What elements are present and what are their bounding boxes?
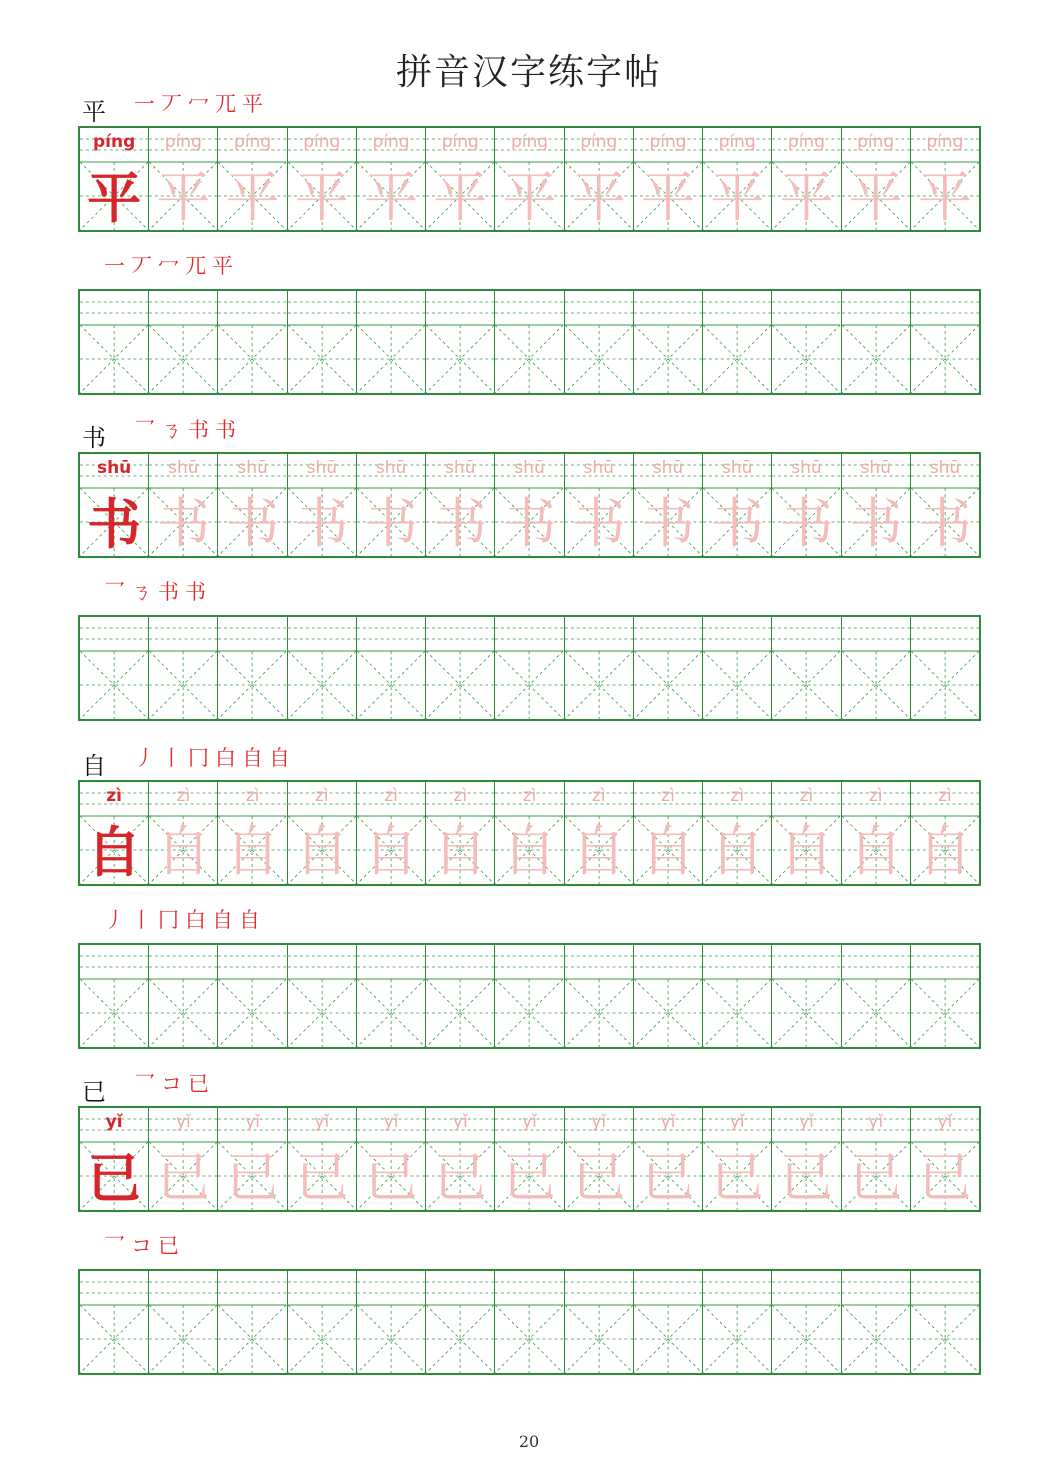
blank-cell[interactable] bbox=[495, 291, 564, 393]
blank-cell[interactable] bbox=[634, 617, 703, 719]
blank-cell[interactable] bbox=[911, 291, 979, 393]
hanzi-character: 已 bbox=[917, 1146, 972, 1209]
hanzi-character: 平 bbox=[710, 166, 765, 229]
blank-cell[interactable] bbox=[218, 1271, 287, 1373]
blank-cell[interactable] bbox=[772, 945, 841, 1047]
tracing-cell[interactable] bbox=[911, 454, 979, 556]
blank-cell[interactable] bbox=[80, 1271, 149, 1373]
blank-practice-grid bbox=[78, 943, 981, 1049]
blank-cell[interactable] bbox=[288, 291, 357, 393]
hanzi-character: 自 bbox=[364, 820, 419, 883]
blank-cell[interactable] bbox=[634, 291, 703, 393]
hanzi-character: 自 bbox=[294, 820, 349, 883]
blank-cell[interactable] bbox=[911, 1271, 979, 1373]
tracing-cell[interactable] bbox=[565, 128, 634, 230]
hanzi-character: 平 bbox=[640, 166, 695, 229]
page-title: 拼音汉字练字帖 bbox=[395, 52, 662, 93]
blank-cell[interactable] bbox=[565, 1271, 634, 1373]
hanzi-character: 平 bbox=[848, 166, 903, 229]
hanzi-character: 自 bbox=[502, 820, 557, 883]
blank-cell[interactable] bbox=[80, 617, 149, 719]
stroke-step: ㄫ bbox=[215, 92, 236, 116]
blank-cell[interactable] bbox=[495, 617, 564, 719]
pinyin-label: yǐ bbox=[452, 1112, 468, 1132]
pinyin-label: shū bbox=[237, 458, 268, 478]
blank-cell[interactable] bbox=[80, 291, 149, 393]
tracing-cell[interactable] bbox=[772, 782, 841, 884]
stroke-step: 书 bbox=[185, 580, 206, 604]
tracing-cell[interactable] bbox=[842, 1108, 911, 1210]
tracing-cell[interactable] bbox=[80, 782, 149, 884]
hanzi-character: 已 bbox=[225, 1146, 280, 1209]
pinyin-label: zì bbox=[384, 786, 398, 806]
stroke-step: 乛 bbox=[134, 418, 155, 442]
pinyin-label: shū bbox=[929, 458, 961, 478]
page-number: 20 bbox=[518, 1432, 540, 1451]
tracing-cell[interactable] bbox=[288, 128, 357, 230]
pinyin-label: yǐ bbox=[383, 1112, 399, 1132]
header-character: 自 bbox=[82, 752, 106, 780]
stroke-step: コ bbox=[161, 1072, 182, 1096]
tracing-cell[interactable] bbox=[426, 782, 495, 884]
stroke-step: 冂 bbox=[188, 746, 209, 770]
hanzi-character: 书 bbox=[917, 492, 972, 555]
stroke-step: 自 bbox=[269, 746, 290, 770]
hanzi-character: 自 bbox=[156, 820, 211, 883]
hanzi-character: 已 bbox=[156, 1146, 211, 1209]
stroke-step: 已 bbox=[188, 1072, 209, 1096]
pinyin-label: shū bbox=[306, 458, 338, 478]
pinyin-label: zì bbox=[591, 786, 606, 806]
pinyin-label: yǐ bbox=[799, 1112, 814, 1132]
tracing-cell[interactable] bbox=[149, 454, 218, 556]
hanzi-character: 已 bbox=[571, 1146, 626, 1209]
pinyin-label: píng bbox=[164, 132, 202, 152]
pinyin-label: yǐ bbox=[937, 1112, 953, 1132]
pinyin-label: zì bbox=[106, 786, 122, 806]
blank-cell[interactable] bbox=[565, 945, 634, 1047]
pinyin-label: yǐ bbox=[522, 1112, 537, 1132]
blank-cell[interactable] bbox=[357, 291, 426, 393]
pinyin-label: zì bbox=[799, 786, 814, 806]
hanzi-character: 自 bbox=[571, 820, 626, 883]
tracing-cell[interactable] bbox=[565, 1108, 634, 1210]
pinyin-label: yǐ bbox=[868, 1112, 884, 1132]
tracing-grid bbox=[78, 452, 981, 558]
tracing-cell[interactable] bbox=[149, 1108, 218, 1210]
tracing-grid bbox=[78, 1106, 981, 1212]
tracing-cell[interactable] bbox=[772, 454, 841, 556]
blank-cell[interactable] bbox=[911, 945, 979, 1047]
stroke-step: 书 bbox=[215, 418, 236, 442]
tracing-cell[interactable] bbox=[149, 128, 218, 230]
hanzi-character: 书 bbox=[433, 492, 488, 555]
pinyin-label: shū bbox=[514, 458, 545, 478]
header-character: 平 bbox=[82, 98, 106, 126]
blank-cell[interactable] bbox=[842, 617, 911, 719]
hanzi-character: 已 bbox=[433, 1146, 488, 1209]
tracing-cell[interactable] bbox=[288, 1108, 357, 1210]
blank-cell[interactable] bbox=[772, 291, 841, 393]
pinyin-label: zì bbox=[938, 786, 952, 806]
stroke-step: 乛 bbox=[134, 1072, 155, 1096]
header-character: 书 bbox=[82, 424, 106, 452]
hanzi-character: 已 bbox=[710, 1146, 765, 1209]
hanzi-character: 书 bbox=[156, 492, 211, 555]
blank-cell[interactable] bbox=[218, 291, 287, 393]
tracing-cell[interactable] bbox=[772, 1108, 841, 1210]
pinyin-label: yǐ bbox=[314, 1112, 330, 1132]
blank-cell[interactable] bbox=[357, 945, 426, 1047]
hanzi-character: 书 bbox=[710, 492, 765, 555]
stroke-step: 自 bbox=[242, 746, 263, 770]
blank-cell[interactable] bbox=[842, 945, 911, 1047]
blank-cell[interactable] bbox=[842, 1271, 911, 1373]
hanzi-character: 书 bbox=[364, 492, 419, 555]
hanzi-character: 平 bbox=[917, 166, 972, 229]
tracing-cell[interactable] bbox=[703, 782, 772, 884]
pinyin-label: zì bbox=[522, 786, 537, 806]
hanzi-character: 书 bbox=[779, 492, 834, 555]
tracing-cell[interactable] bbox=[565, 454, 634, 556]
tracing-grid bbox=[78, 126, 981, 232]
pinyin-label: zì bbox=[730, 786, 745, 806]
stroke-step: 自 bbox=[239, 908, 260, 932]
hanzi-character: 平 bbox=[571, 166, 626, 229]
stroke-step: 乛 bbox=[104, 1234, 125, 1258]
tracing-cell[interactable] bbox=[703, 128, 772, 230]
pinyin-label: yǐ bbox=[729, 1112, 745, 1132]
stroke-step: ㄋ bbox=[161, 418, 182, 442]
stroke-step: 乛 bbox=[104, 580, 125, 604]
hanzi-character: 已 bbox=[294, 1146, 349, 1209]
tracing-cell[interactable] bbox=[288, 782, 357, 884]
pinyin-label: shū bbox=[96, 458, 132, 478]
tracing-cell[interactable] bbox=[357, 782, 426, 884]
stroke-step: 已 bbox=[158, 1234, 179, 1258]
blank-cell[interactable] bbox=[703, 1271, 772, 1373]
pinyin-label: píng bbox=[718, 132, 756, 152]
stroke-step: 冖 bbox=[188, 92, 209, 116]
tracing-cell[interactable] bbox=[426, 128, 495, 230]
pinyin-label: shū bbox=[722, 458, 753, 478]
tracing-cell[interactable] bbox=[495, 782, 564, 884]
pinyin-label: zì bbox=[176, 786, 191, 806]
pinyin-label: píng bbox=[926, 132, 964, 152]
hanzi-character: 已 bbox=[502, 1146, 557, 1209]
blank-cell[interactable] bbox=[565, 291, 634, 393]
stroke-step: 丆 bbox=[161, 92, 182, 116]
stroke-step: 丿 bbox=[134, 746, 155, 770]
pinyin-label: zì bbox=[314, 786, 329, 806]
pinyin-label: zì bbox=[661, 786, 675, 806]
tracing-grid bbox=[78, 780, 981, 886]
tracing-cell[interactable] bbox=[565, 782, 634, 884]
tracing-cell[interactable] bbox=[426, 1108, 495, 1210]
hanzi-character: 书 bbox=[225, 492, 280, 555]
tracing-cell[interactable] bbox=[357, 128, 426, 230]
blank-cell[interactable] bbox=[149, 1271, 218, 1373]
hanzi-character: 自 bbox=[710, 820, 765, 883]
stroke-step: コ bbox=[131, 1234, 152, 1258]
stroke-step: 白 bbox=[215, 746, 236, 770]
tracing-cell[interactable] bbox=[842, 128, 911, 230]
hanzi-character: 平 bbox=[225, 166, 280, 229]
hanzi-character: 自 bbox=[779, 820, 834, 883]
hanzi-character: 已 bbox=[848, 1146, 903, 1209]
pinyin-label: shū bbox=[583, 458, 614, 478]
blank-practice-grid bbox=[78, 1269, 981, 1375]
pinyin-label: shū bbox=[791, 458, 822, 478]
blank-cell[interactable] bbox=[772, 617, 841, 719]
hanzi-character: 平 bbox=[156, 166, 211, 229]
pinyin-label: shū bbox=[860, 458, 891, 478]
stroke-step: 丨 bbox=[161, 746, 182, 770]
hanzi-character: 平 bbox=[779, 166, 834, 229]
hanzi-character: 平 bbox=[433, 166, 488, 229]
pinyin-label: píng bbox=[372, 132, 410, 152]
pinyin-label: yǐ bbox=[660, 1112, 676, 1132]
tracing-cell[interactable] bbox=[426, 454, 495, 556]
blank-cell[interactable] bbox=[149, 617, 218, 719]
tracing-cell[interactable] bbox=[911, 1108, 979, 1210]
blank-practice-grid bbox=[78, 615, 981, 721]
tracing-cell[interactable] bbox=[218, 782, 287, 884]
hanzi-character: 书 bbox=[640, 492, 695, 555]
hanzi-character: 自 bbox=[640, 820, 695, 883]
pinyin-label: zì bbox=[453, 786, 468, 806]
blank-cell[interactable] bbox=[218, 945, 287, 1047]
pinyin-label: shū bbox=[445, 458, 476, 478]
pinyin-label: píng bbox=[234, 132, 272, 152]
tracing-cell[interactable] bbox=[495, 128, 564, 230]
stroke-step: 书 bbox=[158, 580, 179, 604]
stroke-step: ㄋ bbox=[131, 580, 152, 604]
blank-cell[interactable] bbox=[703, 617, 772, 719]
blank-cell[interactable] bbox=[426, 291, 495, 393]
stroke-step: 一 bbox=[134, 92, 155, 116]
tracing-cell[interactable] bbox=[634, 1108, 703, 1210]
hanzi-character: 平 bbox=[364, 166, 419, 229]
stroke-step: 丿 bbox=[104, 908, 125, 932]
hanzi-character: 平 bbox=[87, 166, 142, 230]
pinyin-label: yǐ bbox=[175, 1112, 191, 1132]
hanzi-character: 已 bbox=[779, 1146, 834, 1209]
stroke-step: 丨 bbox=[131, 908, 152, 932]
hanzi-character: 书 bbox=[502, 492, 557, 555]
pinyin-label: píng bbox=[580, 132, 618, 152]
stroke-step: 平 bbox=[242, 92, 263, 116]
stroke-step: 书 bbox=[188, 418, 209, 442]
blank-cell[interactable] bbox=[772, 1271, 841, 1373]
blank-cell[interactable] bbox=[288, 945, 357, 1047]
tracing-cell[interactable] bbox=[842, 454, 911, 556]
tracing-cell[interactable] bbox=[288, 454, 357, 556]
hanzi-character: 平 bbox=[294, 166, 349, 229]
hanzi-character: 自 bbox=[225, 820, 280, 883]
stroke-step: 丆 bbox=[131, 254, 152, 278]
blank-cell[interactable] bbox=[565, 617, 634, 719]
tracing-cell[interactable] bbox=[772, 128, 841, 230]
hanzi-character: 平 bbox=[502, 166, 557, 229]
tracing-cell[interactable] bbox=[218, 128, 287, 230]
blank-cell[interactable] bbox=[634, 1271, 703, 1373]
blank-cell[interactable] bbox=[426, 617, 495, 719]
tracing-cell[interactable] bbox=[149, 782, 218, 884]
tracing-cell[interactable] bbox=[911, 782, 979, 884]
stroke-step: 平 bbox=[212, 254, 233, 278]
tracing-cell[interactable] bbox=[218, 454, 287, 556]
blank-cell[interactable] bbox=[495, 945, 564, 1047]
blank-cell[interactable] bbox=[149, 291, 218, 393]
pinyin-label: yǐ bbox=[245, 1112, 260, 1132]
stroke-step: 一 bbox=[104, 254, 125, 278]
pinyin-label: yǐ bbox=[591, 1112, 607, 1132]
tracing-cell[interactable] bbox=[357, 454, 426, 556]
hanzi-character: 书 bbox=[571, 492, 626, 555]
tracing-cell[interactable] bbox=[357, 1108, 426, 1210]
blank-cell[interactable] bbox=[911, 617, 979, 719]
tracing-cell[interactable] bbox=[703, 1108, 772, 1210]
blank-cell[interactable] bbox=[495, 1271, 564, 1373]
tracing-cell[interactable] bbox=[80, 1108, 149, 1210]
blank-cell[interactable] bbox=[218, 617, 287, 719]
tracing-cell[interactable] bbox=[634, 128, 703, 230]
blank-cell[interactable] bbox=[357, 617, 426, 719]
blank-cell[interactable] bbox=[80, 945, 149, 1047]
stroke-step: 冖 bbox=[158, 254, 179, 278]
hanzi-character: 已 bbox=[364, 1146, 419, 1209]
hanzi-character: 书 bbox=[848, 492, 903, 555]
blank-cell[interactable] bbox=[426, 1271, 495, 1373]
hanzi-character: 自 bbox=[917, 820, 972, 883]
pinyin-label: yǐ bbox=[105, 1112, 123, 1132]
hanzi-character: 自 bbox=[433, 820, 488, 883]
blank-cell[interactable] bbox=[426, 945, 495, 1047]
hanzi-character: 已 bbox=[87, 1146, 142, 1210]
hanzi-character: 书 bbox=[294, 492, 349, 555]
blank-cell[interactable] bbox=[288, 617, 357, 719]
pinyin-label: píng bbox=[303, 132, 341, 152]
tracing-cell[interactable] bbox=[218, 1108, 287, 1210]
tracing-cell[interactable] bbox=[911, 128, 979, 230]
header-character: 已 bbox=[82, 1078, 106, 1106]
hanzi-character: 自 bbox=[848, 820, 903, 883]
stroke-step: 冂 bbox=[158, 908, 179, 932]
pinyin-label: shū bbox=[375, 458, 407, 478]
pinyin-label: píng bbox=[92, 132, 136, 152]
tracing-cell[interactable] bbox=[703, 454, 772, 556]
blank-cell[interactable] bbox=[842, 291, 911, 393]
stroke-step: ㄫ bbox=[185, 254, 206, 278]
pinyin-label: píng bbox=[787, 132, 825, 152]
blank-cell[interactable] bbox=[703, 291, 772, 393]
blank-cell[interactable] bbox=[149, 945, 218, 1047]
hanzi-character: 书 bbox=[87, 492, 142, 556]
pinyin-label: píng bbox=[649, 132, 687, 152]
tracing-cell[interactable] bbox=[495, 1108, 564, 1210]
stroke-step: 自 bbox=[212, 908, 233, 932]
pinyin-label: zì bbox=[245, 786, 260, 806]
blank-cell[interactable] bbox=[357, 1271, 426, 1373]
pinyin-label: píng bbox=[510, 132, 549, 152]
pinyin-label: zì bbox=[868, 786, 883, 806]
tracing-cell[interactable] bbox=[80, 454, 149, 556]
pinyin-label: píng bbox=[857, 132, 895, 152]
tracing-cell[interactable] bbox=[634, 454, 703, 556]
blank-practice-grid bbox=[78, 289, 981, 395]
blank-cell[interactable] bbox=[703, 945, 772, 1047]
tracing-cell[interactable] bbox=[80, 128, 149, 230]
hanzi-character: 已 bbox=[640, 1146, 695, 1209]
tracing-cell[interactable] bbox=[495, 454, 564, 556]
blank-cell[interactable] bbox=[634, 945, 703, 1047]
blank-cell[interactable] bbox=[288, 1271, 357, 1373]
pinyin-label: shū bbox=[168, 458, 199, 478]
tracing-cell[interactable] bbox=[842, 782, 911, 884]
pinyin-label: shū bbox=[652, 458, 684, 478]
stroke-step: 白 bbox=[185, 908, 206, 932]
tracing-cell[interactable] bbox=[634, 782, 703, 884]
pinyin-label: píng bbox=[441, 132, 479, 152]
hanzi-character: 自 bbox=[87, 820, 142, 884]
